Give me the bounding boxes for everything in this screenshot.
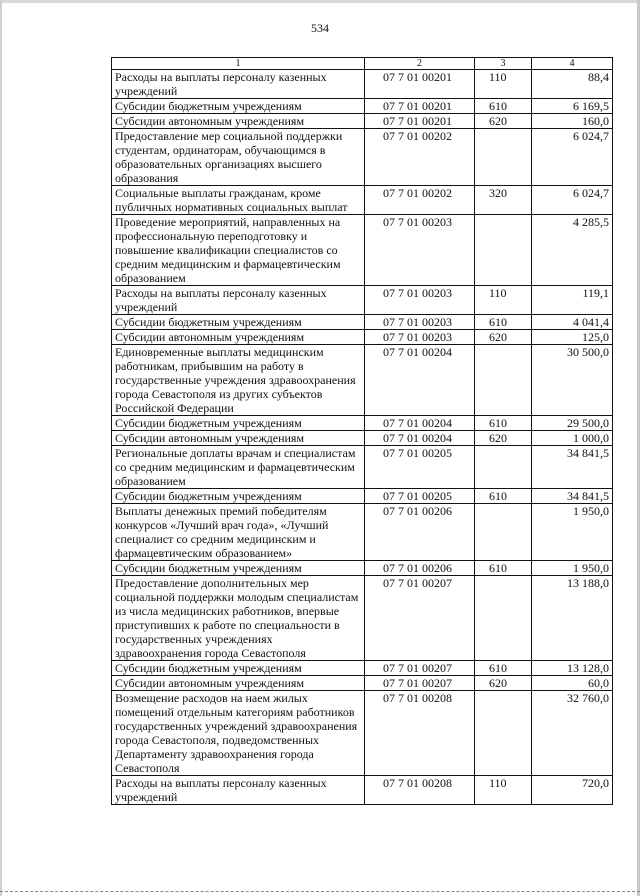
scan-edge-top — [0, 0, 640, 3]
row-code-cell: 07 7 01 00206 — [365, 504, 475, 561]
header-cell-4: 4 — [532, 58, 613, 70]
budget-table — [111, 57, 613, 805]
row-expense-type-cell: 620 — [475, 330, 532, 345]
row-amount-cell: 4 041,4 — [532, 315, 613, 330]
row-name-cell: Расходы на выплаты персоналу казенных учреждений — [112, 286, 365, 315]
row-amount-cell: 30 500,0 — [532, 345, 613, 416]
row-amount-cell: 34 841,5 — [532, 489, 613, 504]
row-name-cell: Субсидии автономным учреждениям — [112, 330, 365, 345]
row-amount-cell: 125,0 — [532, 330, 613, 345]
row-amount-cell: 1 950,0 — [532, 504, 613, 561]
table-row — [112, 315, 613, 330]
row-amount-cell: 1 000,0 — [532, 431, 613, 446]
row-expense-type-cell: 110 — [475, 286, 532, 315]
row-name-cell: Субсидии бюджетным учреждениям — [112, 561, 365, 576]
row-expense-type-cell: 610 — [475, 489, 532, 504]
row-code-cell: 07 7 01 00207 — [365, 576, 475, 661]
row-amount-cell: 13 128,0 — [532, 661, 613, 676]
row-name-cell: Расходы на выплаты персоналу казенных учреждений — [112, 776, 365, 805]
row-expense-type-cell — [475, 446, 532, 489]
row-name-cell: Региональные доплаты врачам и специалистам со средним медицинским и фармацевтическим образованием — [112, 446, 365, 489]
row-code-cell: 07 7 01 00207 — [365, 676, 475, 691]
row-name-cell: Проведение мероприятий, направленных на профессиональную переподготовку и повышение квалификации специалистов со средним медицинским и фармацевтическим образованием — [112, 215, 365, 286]
row-code-cell: 07 7 01 00204 — [365, 345, 475, 416]
row-expense-type-cell: 610 — [475, 416, 532, 431]
row-name-cell: Субсидии бюджетным учреждениям — [112, 489, 365, 504]
row-amount-cell: 119,1 — [532, 286, 613, 315]
header-cell-2: 2 — [365, 58, 475, 70]
row-expense-type-cell: 110 — [475, 70, 532, 99]
row-code-cell: 07 7 01 00203 — [365, 215, 475, 286]
table-row — [112, 691, 613, 776]
table-row — [112, 416, 613, 431]
row-code-cell: 07 7 01 00205 — [365, 446, 475, 489]
row-name-cell: Предоставление дополнительных мер социальной поддержки молодым специалистам из числа медицинских работников, впервые приступивших к работе по специальности в государственных учреждениях здравоохранения города Севастополя — [112, 576, 365, 661]
row-expense-type-cell: 320 — [475, 186, 532, 215]
row-expense-type-cell — [475, 345, 532, 416]
table-row — [112, 215, 613, 286]
row-amount-cell: 160,0 — [532, 114, 613, 129]
row-name-cell: Социальные выплаты гражданам, кроме публичных нормативных социальных выплат — [112, 186, 365, 215]
row-name-cell: Предоставление мер социальной поддержки студентам, ординаторам, обучающимся в образовательных организациях высшего образования — [112, 129, 365, 186]
row-expense-type-cell — [475, 504, 532, 561]
row-name-cell: Субсидии автономным учреждениям — [112, 431, 365, 446]
row-code-cell: 07 7 01 00208 — [365, 691, 475, 776]
row-name-cell: Возмещение расходов на наем жилых помещений отдельным категориям работников государственных учреждений здравоохранения города Севастополя, подведомственных Департаменту здравоохранения города Севастополя — [112, 691, 365, 776]
table-row — [112, 286, 613, 315]
table-header-row — [112, 58, 613, 70]
table-row — [112, 489, 613, 504]
table-row — [112, 561, 613, 576]
table-row — [112, 504, 613, 561]
row-expense-type-cell — [475, 129, 532, 186]
row-name-cell: Субсидии бюджетным учреждениям — [112, 99, 365, 114]
budget-table-body — [112, 58, 613, 805]
table-row — [112, 114, 613, 129]
row-amount-cell: 6 024,7 — [532, 186, 613, 215]
row-amount-cell: 60,0 — [532, 676, 613, 691]
row-code-cell: 07 7 01 00206 — [365, 561, 475, 576]
row-name-cell: Выплаты денежных премий победителям конкурсов «Лучший врач года», «Лучший специалист со средним медицинским и фармацевтическим образованием» — [112, 504, 365, 561]
row-code-cell: 07 7 01 00203 — [365, 315, 475, 330]
row-amount-cell: 29 500,0 — [532, 416, 613, 431]
row-code-cell: 07 7 01 00201 — [365, 114, 475, 129]
row-amount-cell: 6 024,7 — [532, 129, 613, 186]
row-code-cell: 07 7 01 00207 — [365, 661, 475, 676]
row-name-cell: Единовременные выплаты медицинским работникам, прибывшим на работу в государственные учреждения здравоохранения города Севастополя из других субъектов Российской Федерации — [112, 345, 365, 416]
row-amount-cell: 6 169,5 — [532, 99, 613, 114]
row-amount-cell: 34 841,5 — [532, 446, 613, 489]
row-amount-cell: 32 760,0 — [532, 691, 613, 776]
table-row — [112, 676, 613, 691]
table-row — [112, 576, 613, 661]
table-row — [112, 129, 613, 186]
row-expense-type-cell — [475, 215, 532, 286]
table-row — [112, 661, 613, 676]
table-row — [112, 446, 613, 489]
row-name-cell: Субсидии бюджетным учреждениям — [112, 315, 365, 330]
row-amount-cell: 88,4 — [532, 70, 613, 99]
row-amount-cell: 720,0 — [532, 776, 613, 805]
row-code-cell: 07 7 01 00204 — [365, 416, 475, 431]
header-cell-1: 1 — [112, 58, 365, 70]
row-expense-type-cell — [475, 691, 532, 776]
scan-edge-bottom — [0, 891, 640, 892]
table-row — [112, 345, 613, 416]
row-code-cell: 07 7 01 00203 — [365, 286, 475, 315]
row-code-cell: 07 7 01 00203 — [365, 330, 475, 345]
row-name-cell: Расходы на выплаты персоналу казенных учреждений — [112, 70, 365, 99]
table-row — [112, 186, 613, 215]
row-amount-cell: 1 950,0 — [532, 561, 613, 576]
row-name-cell: Субсидии автономным учреждениям — [112, 114, 365, 129]
row-code-cell: 07 7 01 00201 — [365, 99, 475, 114]
row-name-cell: Субсидии автономным учреждениям — [112, 676, 365, 691]
row-expense-type-cell: 610 — [475, 661, 532, 676]
row-name-cell: Субсидии бюджетным учреждениям — [112, 661, 365, 676]
row-code-cell: 07 7 01 00202 — [365, 129, 475, 186]
row-expense-type-cell: 620 — [475, 114, 532, 129]
row-expense-type-cell: 620 — [475, 676, 532, 691]
row-code-cell: 07 7 01 00205 — [365, 489, 475, 504]
header-cell-3: 3 — [475, 58, 532, 70]
row-name-cell: Субсидии бюджетным учреждениям — [112, 416, 365, 431]
row-expense-type-cell: 610 — [475, 561, 532, 576]
table-row — [112, 330, 613, 345]
scan-edge-left — [0, 0, 2, 896]
table-row — [112, 70, 613, 99]
page-number: 534 — [311, 21, 329, 35]
row-code-cell: 07 7 01 00202 — [365, 186, 475, 215]
row-expense-type-cell: 610 — [475, 315, 532, 330]
row-code-cell: 07 7 01 00208 — [365, 776, 475, 805]
row-amount-cell: 13 188,0 — [532, 576, 613, 661]
row-expense-type-cell — [475, 576, 532, 661]
row-code-cell: 07 7 01 00201 — [365, 70, 475, 99]
table-row — [112, 99, 613, 114]
table-row — [112, 776, 613, 805]
row-amount-cell: 4 285,5 — [532, 215, 613, 286]
row-expense-type-cell: 620 — [475, 431, 532, 446]
table-row — [112, 431, 613, 446]
row-code-cell: 07 7 01 00204 — [365, 431, 475, 446]
row-expense-type-cell: 110 — [475, 776, 532, 805]
row-expense-type-cell: 610 — [475, 99, 532, 114]
